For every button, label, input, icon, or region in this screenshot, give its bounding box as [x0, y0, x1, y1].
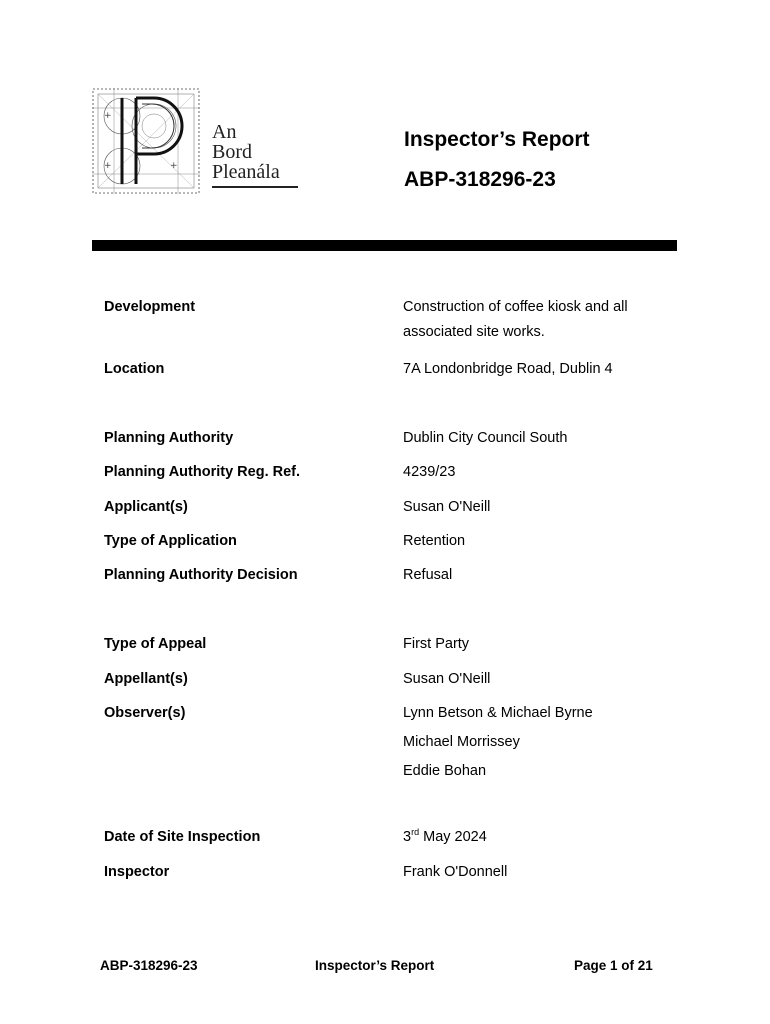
type-of-appeal-value: First Party	[403, 636, 470, 652]
observer-item: Michael Morrissey	[403, 734, 520, 750]
applicants-value: Susan O'Neill	[403, 499, 491, 515]
footer-page-number: Page 1 of 21	[574, 958, 653, 973]
site-inspection-day: 3	[403, 829, 412, 845]
decision-label: Planning Authority Decision	[104, 567, 298, 583]
planning-authority-value: Dublin City Council South	[403, 430, 568, 446]
type-of-application-label: Type of Application	[104, 533, 237, 549]
svg-text:+: +	[104, 111, 112, 121]
site-inspection-month-year: May 2024	[419, 829, 487, 845]
reg-ref-value: 4239/23	[403, 464, 456, 480]
logo-line-bord: Bord	[212, 141, 252, 163]
reg-ref-label: Planning Authority Reg. Ref.	[104, 464, 301, 480]
observer-item: Lynn Betson & Michael Byrne	[403, 705, 593, 721]
inspector-label: Inspector	[104, 864, 170, 880]
type-of-application-value: Retention	[403, 533, 466, 549]
type-of-appeal-label: Type of Appeal	[104, 636, 207, 652]
location-label: Location	[104, 361, 165, 377]
location-value: 7A Londonbridge Road, Dublin 4	[403, 361, 613, 377]
header-divider	[92, 240, 677, 251]
appellants-value: Susan O'Neill	[403, 671, 491, 687]
planning-authority-label: Planning Authority	[104, 430, 234, 446]
logo-line-an: An	[212, 121, 237, 143]
svg-text:+: +	[104, 161, 112, 171]
applicants-label: Applicant(s)	[104, 499, 188, 515]
an-bord-pleanala-logo-mark	[92, 88, 200, 194]
observers-label: Observer(s)	[104, 705, 186, 721]
logo-line-pleanala: Pleanála	[212, 161, 280, 183]
site-inspection-day-suffix: rd	[411, 827, 420, 838]
decision-value: Refusal	[403, 567, 453, 583]
development-value-line1: Construction of coffee kiosk and all	[403, 299, 628, 315]
logo-underline	[212, 186, 298, 188]
site-inspection-value	[403, 829, 487, 845]
inspector-value: Frank O'Donnell	[403, 864, 508, 880]
report-reference: ABP-318296-23	[404, 168, 556, 191]
appellants-label: Appellant(s)	[104, 671, 188, 687]
footer-reference: ABP-318296-23	[100, 958, 198, 973]
development-value-line2: associated site works.	[403, 324, 545, 340]
observer-item: Eddie Bohan	[403, 763, 487, 779]
footer-title: Inspector’s Report	[315, 958, 435, 973]
report-title: Inspector’s Report	[404, 128, 590, 151]
development-label: Development	[104, 299, 196, 315]
svg-text:+: +	[170, 161, 178, 171]
site-inspection-label: Date of Site Inspection	[104, 829, 261, 845]
logo-wordmark	[212, 122, 280, 182]
